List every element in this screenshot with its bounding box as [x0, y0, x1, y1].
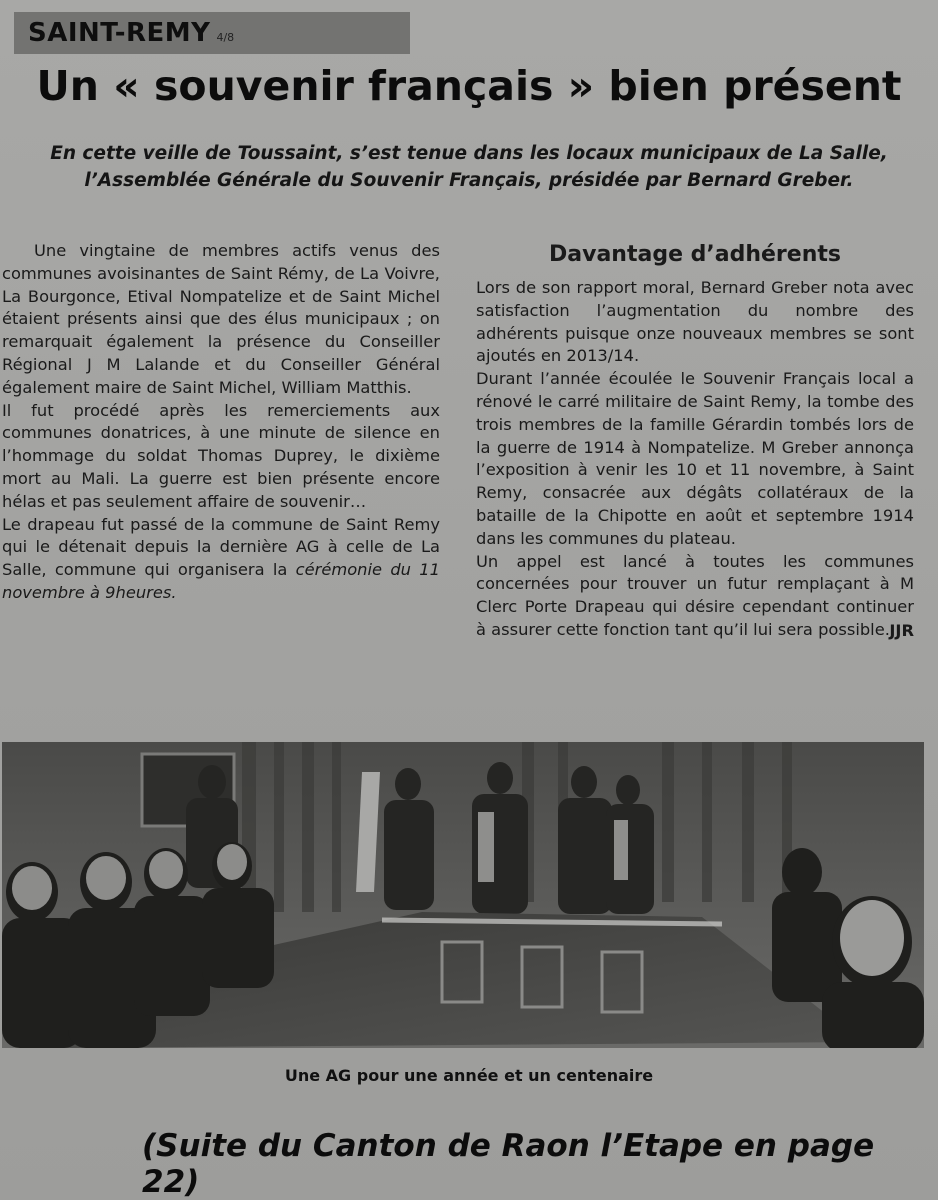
section-name: SAINT-REMY	[28, 18, 211, 48]
section-page-ref: 4/8	[216, 30, 235, 44]
right-paragraph-3: Un appel est lancé à toutes les communes concernées pour trouver un futur remplaçant à M Clerc Porte Drapeau qui désire cependant continuer à assurer cette fonction tant qu’il lui sera possible.	[476, 551, 914, 639]
section-subhead: Davantage d’adhérents	[549, 242, 841, 267]
article-lede: En cette veille de Toussaint, s’est tenue dans les locaux municipaux de La Salle, l’Assemblée Générale du Souvenir Français, présidée par Bernard Greber.	[50, 143, 888, 191]
section-header-bar	[14, 12, 410, 54]
left-column	[2, 240, 440, 605]
meeting-photo	[2, 742, 924, 1048]
right-column	[476, 240, 914, 643]
article-headline: Un « souvenir français » bien présent	[36, 62, 902, 110]
continuation-note: (Suite du Canton de Raon l’Etape en page 22)	[142, 1128, 875, 1200]
left-paragraph-1: Une vingtaine de membres actifs venus des communes avoisinantes de Saint Rémy, de La Voivre, La Bourgonce, Etival Nompatelize et de Saint Michel étaient présents ainsi que des élus municipaux ; on remarquait également la présence du Conseiller Régional J M Lalande et du Conseiller Général également maire de Saint Michel, William Matthis.	[2, 241, 440, 397]
left-paragraph-3-text: Le drapeau fut passé de la commune de Saint Remy qui le détenait depuis la dernière AG à celle de La Salle, commune qui organisera la	[2, 514, 440, 580]
photo-caption: Une AG pour une année et un centenaire	[284, 1066, 654, 1085]
left-paragraph-3	[2, 514, 440, 605]
meeting-photo-illustration	[2, 742, 924, 1048]
left-paragraph-3-italic: cérémonie du 11 novembre à 9heures.	[2, 560, 440, 602]
right-paragraph-2: Durant l’année écoulée le Souvenir Français local a rénové le carré militaire de Saint Remy, la tombe des trois membres de la famille Gérardin tombés lors de la guerre de 1914 à Nompatelize. M Greber annonça l’exposition à venir les 10 et 11 novembre, à Saint Remy, consacrée aux dégâts collatéraux de la bataille de la Chipotte en août et septembre 1914 dans les communes du plateau.	[476, 369, 914, 548]
left-paragraph-2: Il fut procédé après les remerciements aux communes donatrices, à une minute de silence en l’hommage du soldat Thomas Duprey, le dixième mort au Mali. La guerre est bien présente encore hélas et pas seulement affaire de souvenir…	[2, 400, 440, 511]
right-paragraph-1: Lors de son rapport moral, Bernard Greber nota avec satisfaction l’augmentation du nombre des adhérents puisque onze nouveaux membres se sont ajoutés en 2013/14.	[476, 278, 914, 366]
author-signature: JJR	[889, 620, 914, 640]
